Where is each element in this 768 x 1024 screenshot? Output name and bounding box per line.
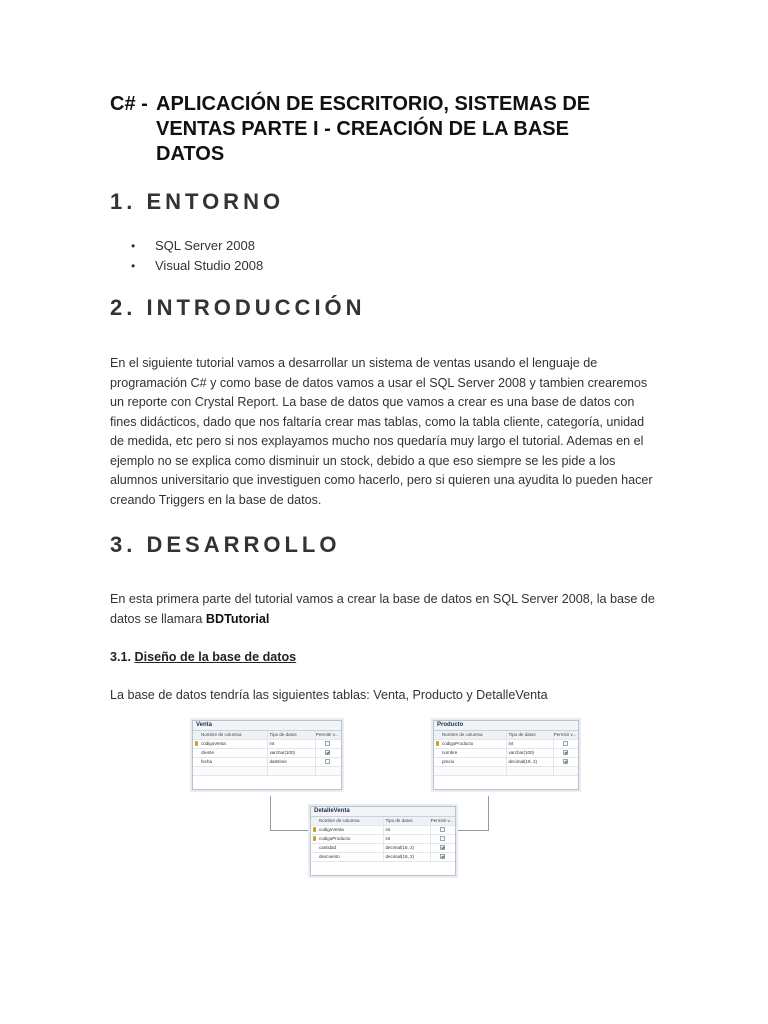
checkbox-checked-icon [440, 845, 445, 850]
checkbox-icon [440, 827, 445, 832]
checkbox-checked-icon [563, 750, 568, 755]
column-name: codigoProducto [319, 836, 351, 841]
table-title: DetalleVenta [311, 807, 455, 817]
column-type: varchar(100) [506, 749, 553, 757]
column-type: decimal(18, 2) [506, 758, 553, 766]
column-name: nombre [442, 750, 458, 755]
checkbox-checked-icon [563, 759, 568, 764]
column-type: decimal(18, 2) [383, 844, 430, 852]
column-name: fecha [201, 759, 213, 764]
header-data-type: Tipo de datos [383, 817, 430, 825]
column-type: int [383, 826, 430, 834]
page-title [110, 92, 650, 167]
primary-key-icon [313, 827, 316, 832]
desarrollo-paragraph [110, 590, 656, 629]
environment-list [110, 236, 263, 276]
table-row [193, 758, 341, 767]
primary-key-icon [313, 836, 316, 841]
header-allow-nulls: Permitir v... [553, 732, 577, 737]
column-type: int [506, 740, 553, 748]
table-header [311, 817, 455, 826]
column-type: int [383, 835, 430, 843]
column-name: cliente [201, 750, 215, 755]
table-title: Venta [193, 721, 341, 731]
title-line-3: DATOS [156, 143, 225, 165]
checkbox-icon [325, 741, 330, 746]
header-data-type: Tipo de datos [267, 731, 316, 739]
title-prefix: C# - [110, 93, 148, 115]
table-detalleventa [310, 806, 456, 876]
list-item: • SQL Server 2008 [155, 236, 263, 256]
tables-paragraph: La base de datos tendría las siguientes tablas: Venta, Producto y DetalleVenta [110, 688, 548, 702]
checkbox-icon [325, 759, 330, 764]
header-column-name: Nombre de columna [201, 732, 242, 737]
table-row [193, 740, 341, 749]
relationship-line [270, 796, 271, 830]
column-name: codigoVenta [319, 827, 344, 832]
column-type: int [267, 740, 316, 748]
table-row [311, 853, 455, 862]
column-type: varchar(100) [267, 749, 316, 757]
list-item: • Visual Studio 2008 [155, 256, 263, 276]
table-row-empty [193, 767, 341, 776]
checkbox-checked-icon [325, 750, 330, 755]
header-data-type: Tipo de datos [506, 731, 553, 739]
relationship-line [270, 830, 310, 831]
title-line-1: APLICACIÓN DE ESCRITORIO, SISTEMAS DE [156, 93, 591, 115]
column-name: codigoProducto [442, 741, 474, 746]
table-row [311, 844, 455, 853]
table-row [193, 749, 341, 758]
checkbox-checked-icon [440, 854, 445, 859]
table-row [311, 835, 455, 844]
column-name: codigoVenta [201, 741, 226, 746]
header-allow-nulls: Permitir v... [430, 818, 454, 823]
table-row [434, 749, 578, 758]
table-row [434, 758, 578, 767]
intro-paragraph: En el siguiente tutorial vamos a desarrollar un sistema de ventas usando el lenguaje de programación C# y como base de datos vamos a usar el SQL Server 2008 y tambien crearemos un reporte con Crystal Report. La base de datos que vamos a crear es una base de datos con fines didácticos, dado que nos faltaría crear mas tablas, como la tabla cliente, categoría, unidad de medida, etc pero si nos explayamos mucho nos quedaría muy largo el tutorial. Ademas en el ejemplo no se explica como disminuir un stock, debido a que eso siempre se les pide a los alumnos universitario que investiguen como hacerlo, pero si quieren una ayudita lo pueden hacer creando Triggers en la base de datos. [110, 356, 653, 507]
relationship-line [488, 796, 489, 830]
database-name: BDTutorial [205, 611, 270, 626]
subsection-heading [110, 650, 296, 664]
database-diagram [192, 720, 578, 880]
primary-key-icon [436, 741, 439, 746]
checkbox-icon [440, 836, 445, 841]
checkbox-icon [563, 741, 568, 746]
desarrollo-text: En esta primera parte del tutorial vamos a crear la base de datos en SQL Server 2008, la base de datos se llamara [110, 592, 655, 626]
column-name: descuento [319, 854, 340, 859]
table-row [311, 826, 455, 835]
header-allow-nulls: Permitir v... [315, 731, 341, 739]
section-heading-entorno: 1. ENTORNO [110, 189, 285, 214]
table-header [434, 731, 578, 740]
table-title: Producto [434, 721, 578, 731]
title-line-2: VENTAS PARTE I - CREACIÓN DE LA BASE [156, 118, 569, 140]
relationship-line [454, 830, 489, 831]
section-heading-desarrollo: 3. DESARROLLO [110, 532, 341, 557]
column-type: datetime [267, 758, 316, 766]
table-venta [192, 720, 342, 790]
column-name: precio [442, 759, 455, 764]
subsection-number: 3.1. [110, 650, 132, 664]
header-column-name: Nombre de columna [319, 818, 360, 823]
header-column-name: Nombre de columna [442, 732, 483, 737]
column-name: cantidad [319, 845, 337, 850]
table-row-empty [434, 767, 578, 776]
table-header [193, 731, 341, 740]
table-producto [433, 720, 579, 790]
primary-key-icon [195, 741, 198, 746]
section-heading-introduccion: 2. INTRODUCCIÓN [110, 295, 366, 320]
subsection-title: Diseño de la base de datos [134, 650, 297, 664]
column-type: decimal(18, 2) [383, 853, 430, 861]
table-row [434, 740, 578, 749]
